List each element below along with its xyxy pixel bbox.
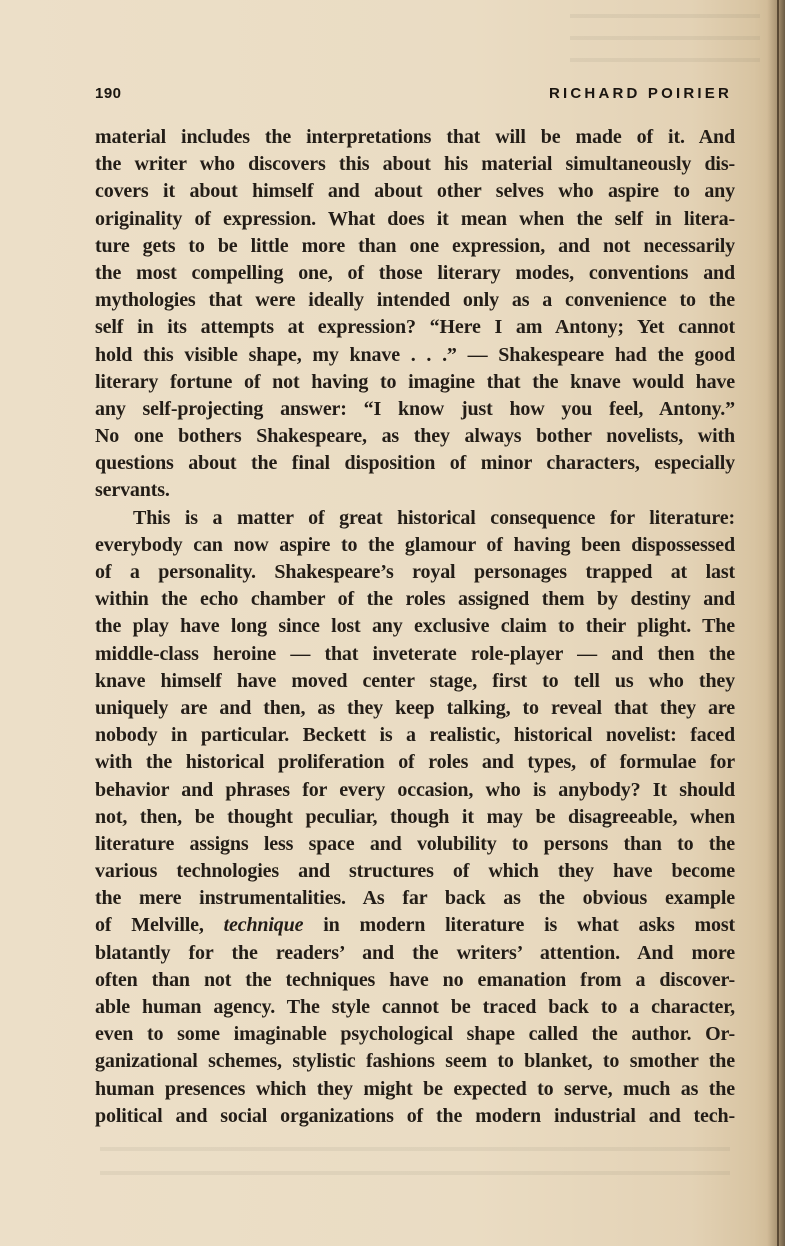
text-line: often than not the techniques have no emanation from a discover- <box>95 968 735 991</box>
text-line: material includes the interpretations that will be made of it. And <box>95 126 735 148</box>
spine-shadow <box>767 0 785 1246</box>
text-line: literature assigns less space and volubility to persons than to the <box>95 832 735 855</box>
text-line: ture gets to be little more than one expression, and not necessarily <box>95 234 735 257</box>
paragraph-2 <box>95 505 735 1130</box>
paragraph-1 <box>95 124 735 505</box>
text-line: questions about the final disposition of minor characters, especially <box>95 452 735 475</box>
text-line: behavior and phrases for every occasion, who is anybody? It should <box>95 778 735 801</box>
text-line: servants. <box>95 479 170 502</box>
text-line: ganizational schemes, stylistic fashions seem to blanket, to smother the <box>95 1050 735 1073</box>
bleed-through-top <box>570 0 760 80</box>
text-line: No one bothers Shakespeare, as they always bother novelists, with <box>95 425 735 448</box>
text-line: originality of expression. What does it mean when the self in litera- <box>95 207 735 230</box>
text-line: uniquely are and then, as they keep talking, to reveal that they are <box>95 696 735 719</box>
text-line: political and social organizations of the modern industrial and tech- <box>95 1104 735 1127</box>
text-line: blatantly for the readers’ and the writers’ attention. And more <box>95 941 735 964</box>
text-line: This is a matter of great historical consequence for literature: <box>133 506 735 529</box>
text-line: everybody can now aspire to the glamour of having been dispossessed <box>95 533 735 556</box>
text-line: not, then, be thought peculiar, though it may be disagreeable, when <box>95 805 735 828</box>
text-line: within the echo chamber of the roles assigned them by destiny and <box>95 588 735 611</box>
line-start: of Melville, <box>95 914 224 937</box>
bleed-through-bottom <box>100 1135 730 1195</box>
text-line: even to some imaginable psychological shape called the author. Or- <box>95 1023 735 1046</box>
text-line: middle-class heroine — that inveterate role-player — and then the <box>95 642 735 665</box>
text-line: the mere instrumentalities. As far back as the obvious example <box>95 887 735 910</box>
text-line: the writer who discovers this about his material simultaneously dis- <box>95 153 735 176</box>
text-line-with-emphasis <box>95 912 735 939</box>
text-line: knave himself have moved center stage, first to tell us who they <box>95 669 735 692</box>
text-line: able human agency. The style cannot be traced back to a character, <box>95 996 735 1018</box>
spine-edge <box>777 0 779 1246</box>
text-line: self in its attempts at expression? “Here I am Antony; Yet cannot <box>95 316 735 339</box>
text-line: the play have long since lost any exclusive claim to their plight. The <box>95 615 735 638</box>
text-line: nobody in particular. Beckett is a realistic, historical novelist: faced <box>95 724 735 747</box>
text-line: mythologies that were ideally intended only as a convenience to the <box>95 289 735 312</box>
text-line: human presences which they might be expected to serve, much as the <box>95 1077 735 1100</box>
text-line: literary fortune of not having to imagine that the knave would have <box>95 370 735 393</box>
page-number: 190 <box>95 85 122 102</box>
emphasis-technique: technique <box>223 914 304 937</box>
text-line: various technologies and structures of which they have become <box>95 860 735 883</box>
body-text <box>95 124 735 1130</box>
text-line: any self-projecting answer: “I know just how you feel, Antony.” <box>95 397 735 420</box>
text-line: of a personality. Shakespeare’s royal personages trapped at last <box>95 561 735 583</box>
text-line: the most compelling one, of those literary modes, conventions and <box>95 261 735 284</box>
text-line: covers it about himself and about other selves who aspire to any <box>95 180 735 203</box>
running-head <box>95 85 732 111</box>
text-line: with the historical proliferation of roles and types, of formulae for <box>95 751 735 774</box>
line-end: in modern literature is what asks most <box>303 914 735 937</box>
text-line: hold this visible shape, my knave . . .” — Shakespeare had the good <box>95 343 735 366</box>
running-title: RICHARD POIRIER <box>548 85 732 102</box>
